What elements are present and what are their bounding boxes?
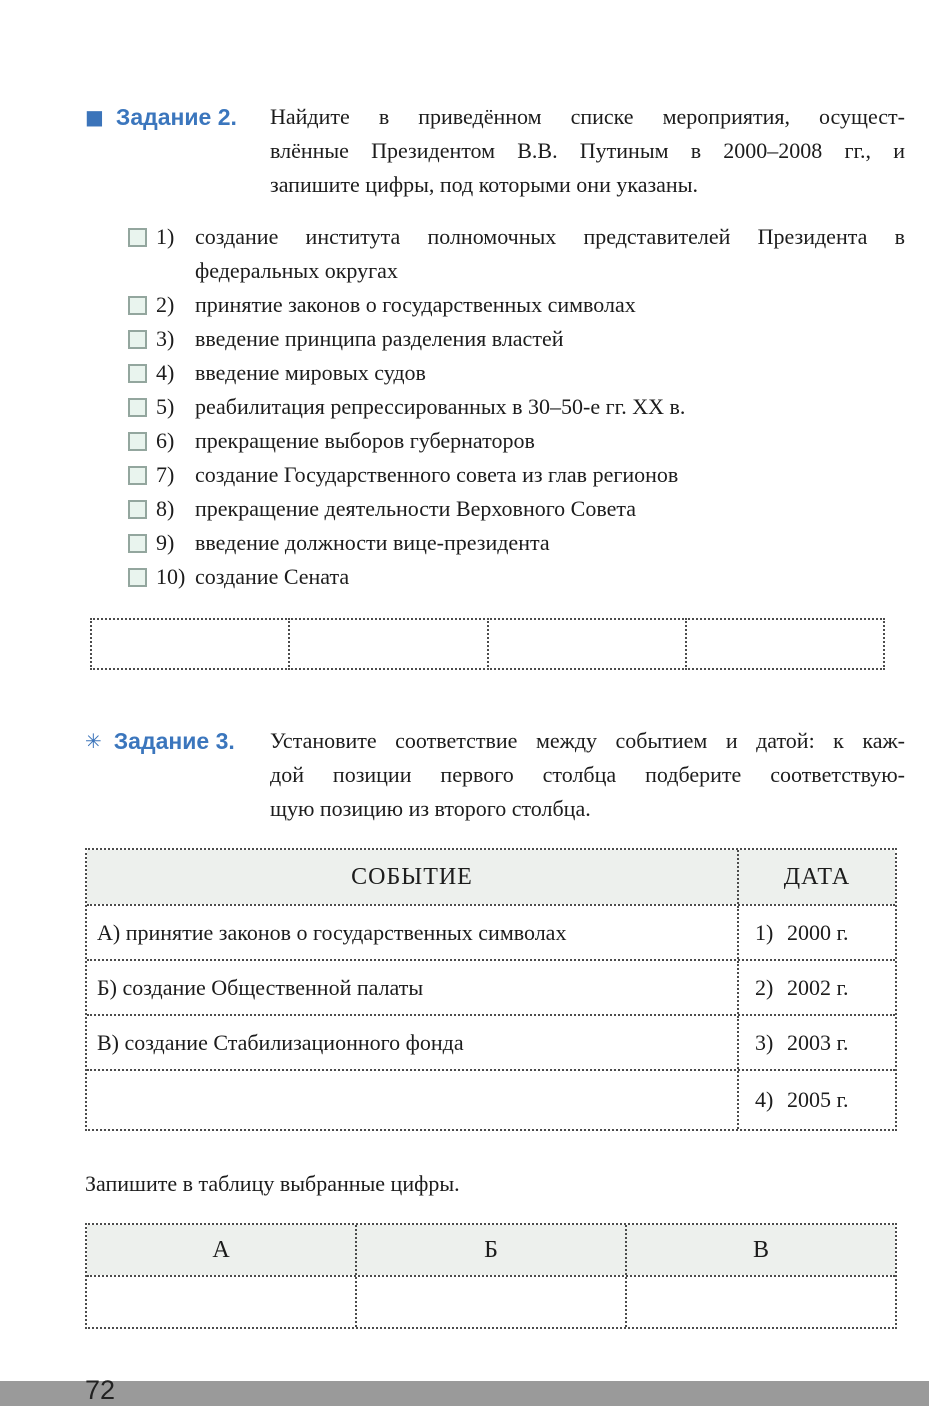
date-number: 1)	[755, 919, 774, 945]
list-item	[128, 356, 905, 390]
event-cell-empty	[87, 1071, 737, 1129]
write-digits-note: Запишите в таблицу выбранные цифры.	[85, 1171, 460, 1196]
date-year: 2003 г.	[787, 1029, 849, 1055]
list-item	[128, 322, 905, 356]
date-year: 2005 г.	[787, 1087, 849, 1112]
date-number: 3)	[755, 1029, 774, 1055]
task2-instructions	[270, 100, 905, 202]
date-cell	[737, 906, 895, 959]
item-text: прекращение выборов губернаторов	[195, 428, 535, 453]
event-cell: Б) создание Общественной палаты	[97, 974, 424, 1000]
checkbox[interactable]	[128, 228, 147, 247]
checkbox[interactable]	[128, 432, 147, 451]
table-row	[87, 1069, 895, 1129]
checkbox[interactable]	[128, 398, 147, 417]
list-item	[128, 220, 905, 288]
answer-cell[interactable]	[487, 618, 687, 670]
item-number: 2)	[156, 292, 175, 317]
list-item	[128, 526, 905, 560]
item-text: принятие законов о государственных символах	[195, 292, 636, 317]
date-number: 2)	[755, 974, 774, 1000]
table-row	[87, 959, 895, 1014]
item-number: 5)	[156, 394, 175, 419]
answer-cell[interactable]	[685, 618, 885, 670]
task2-instruction-line: Найдите в приведённом списке мероприятия, осущест-	[270, 104, 905, 129]
item-number: 6)	[156, 428, 175, 453]
abc-header-b: Б	[355, 1225, 625, 1275]
table-row	[87, 904, 895, 959]
date-year: 2000 г.	[787, 919, 849, 945]
table-row	[87, 1014, 895, 1069]
date-year: 2002 г.	[787, 974, 849, 1000]
checkbox[interactable]	[128, 534, 147, 553]
task2-label: Задание 2.	[115, 104, 237, 130]
task2-instruction-line: влённые Президентом В.В. Путиным в 2000–2008 гг., и	[270, 138, 905, 163]
item-text: введение должности вице-президента	[195, 530, 550, 555]
task2-section	[85, 100, 905, 670]
answer-cell[interactable]	[90, 618, 290, 670]
abc-header-row	[87, 1225, 895, 1275]
item-text: прекращение деятельности Верховного Совета	[195, 496, 637, 521]
item-text: создание Государственного совета из глав регионов	[195, 462, 679, 487]
answer-cell[interactable]	[288, 618, 488, 670]
task3-instruction-line: Установите соответствие между событием и датой: к каж-	[270, 728, 905, 753]
date-cell	[737, 1016, 895, 1069]
abc-header-v: В	[625, 1225, 895, 1275]
item-number: 7)	[156, 462, 175, 487]
abc-header-a: А	[212, 1236, 230, 1263]
item-number: 3)	[156, 326, 175, 351]
checkbox[interactable]	[128, 364, 147, 383]
item-number: 1)	[156, 224, 175, 249]
square-bullet-icon: ■	[85, 105, 104, 129]
list-item	[128, 560, 905, 594]
item-text: создание Сената	[195, 564, 350, 589]
answer-cell[interactable]	[625, 1277, 895, 1327]
task3-instructions	[270, 724, 905, 826]
task3-label: Задание 3.	[113, 728, 235, 754]
task2-instruction-line: запишите цифры, под которыми они указаны.	[270, 172, 698, 197]
item-number: 4)	[156, 360, 175, 385]
checkbox[interactable]	[128, 466, 147, 485]
event-column-header: СОБЫТИЕ	[351, 863, 473, 890]
task3-heading	[85, 724, 905, 826]
event-cell: В) создание Стабилизационного фонда	[97, 1029, 464, 1055]
list-item	[128, 288, 905, 322]
date-cell	[737, 961, 895, 1014]
abc-answer-row	[87, 1275, 895, 1327]
task2-marker-col	[85, 100, 270, 133]
answer-cell[interactable]	[87, 1277, 355, 1327]
date-number: 4)	[755, 1087, 774, 1112]
item-text: создание института полномочных представителей Президента в федеральных округах	[195, 224, 905, 283]
checkbox[interactable]	[128, 296, 147, 315]
task2-options-list	[85, 220, 905, 594]
task3-marker-col	[85, 724, 270, 757]
list-item	[128, 390, 905, 424]
task2-answer-strip	[90, 618, 885, 670]
list-item	[128, 424, 905, 458]
task2-heading	[85, 100, 905, 202]
list-item	[128, 492, 905, 526]
abc-answer-table	[85, 1223, 897, 1329]
item-text: реабилитация репрессированных в 30–50-е гг. XX в.	[195, 394, 686, 419]
checkbox[interactable]	[128, 330, 147, 349]
answer-cell[interactable]	[355, 1277, 625, 1327]
match-table-header-row	[87, 850, 895, 904]
date-column-header: ДАТА	[737, 850, 895, 904]
list-item	[128, 458, 905, 492]
date-cell	[737, 1071, 895, 1129]
item-number: 10)	[156, 564, 186, 589]
task3-instruction-line: щую позицию из второго столбца.	[270, 796, 591, 821]
item-text: введение принципа разделения властей	[195, 326, 564, 351]
item-text: введение мировых судов	[195, 360, 426, 385]
task3-section	[85, 724, 905, 1329]
checkbox[interactable]	[128, 568, 147, 587]
task3-instruction-line: дой позиции первого столбца подберите соответствую-	[270, 762, 905, 787]
item-number: 8)	[156, 496, 175, 521]
item-number: 9)	[156, 530, 175, 555]
match-table	[85, 848, 897, 1131]
asterisk-bullet-icon: ✳	[85, 729, 102, 753]
event-cell: А) принятие законов о государственных символах	[97, 919, 567, 945]
page-number: 72	[85, 1375, 116, 1405]
checkbox[interactable]	[128, 500, 147, 519]
